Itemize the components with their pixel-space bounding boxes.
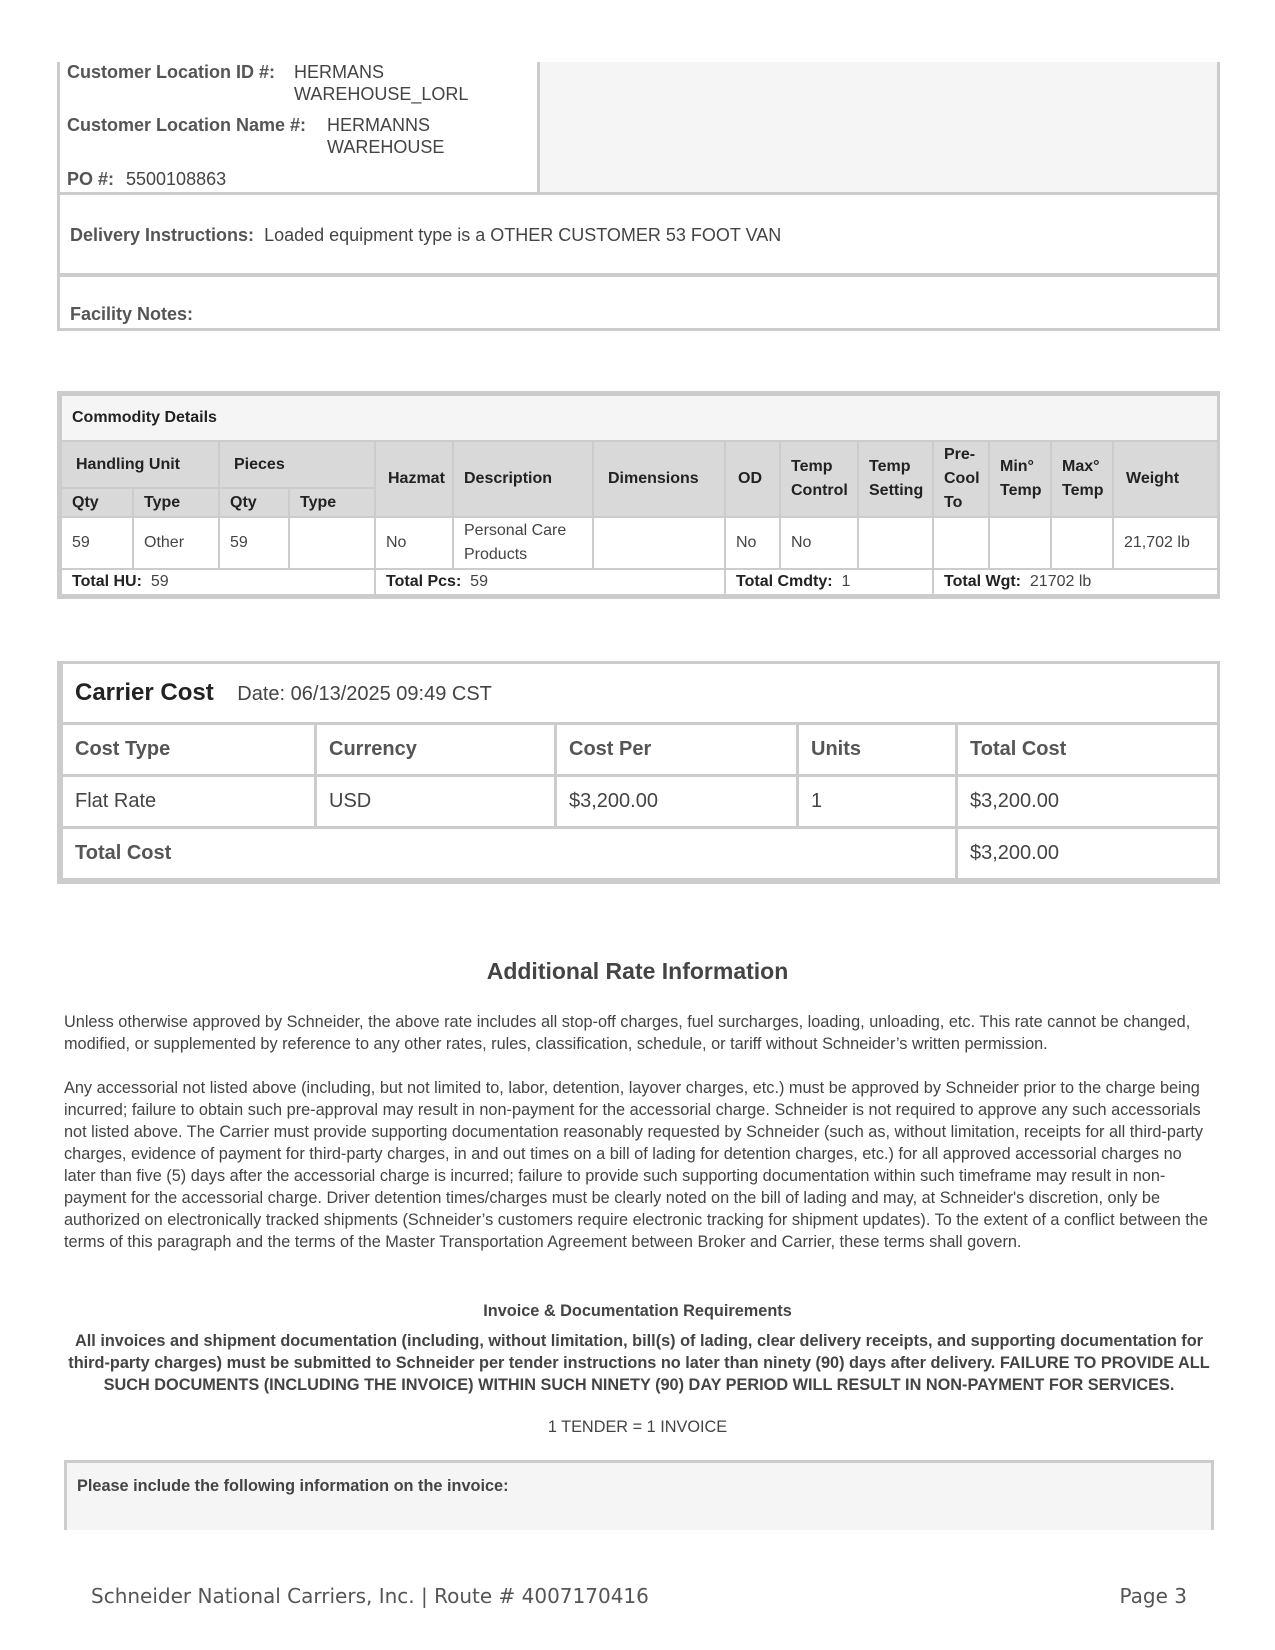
description-header: Description — [453, 441, 593, 517]
customer-location-name-label: Customer Location Name #: — [67, 115, 307, 135]
customer-location-id-value-1: HERMANS — [294, 62, 385, 82]
weight-header: Weight — [1113, 441, 1218, 517]
delivery-instructions-box — [57, 192, 1220, 276]
description-cell: Personal Care Products — [453, 517, 593, 569]
invoice-requirements-title: Invoice & Documentation Requirements — [483, 1302, 792, 1320]
temp-setting-header: Temp Setting — [858, 441, 933, 517]
total-wgt-value: 21702 lb — [1029, 573, 1092, 590]
total-cost-header: Total Cost — [957, 724, 1219, 776]
handling-unit-header: Handling Unit — [61, 441, 219, 488]
temp-control-header: Temp Control — [780, 441, 858, 517]
total-cost-label: Total Cost — [62, 828, 957, 880]
facility-notes-label: Facility Notes: — [70, 304, 194, 324]
invoice-include-label: Please include the following information on the invoice: — [77, 1477, 509, 1495]
commodity-header-row-1 — [61, 441, 1218, 488]
facility-notes — [70, 304, 193, 325]
od-cell: No — [725, 517, 780, 569]
total-cmdty — [725, 569, 933, 595]
od-header: OD — [725, 441, 780, 517]
cost-per-header: Cost Per — [556, 724, 798, 776]
commodity-title-row — [61, 395, 1218, 441]
commodity-details-table — [57, 391, 1220, 599]
total-cost-value: $3,200.00 — [957, 828, 1219, 880]
table-row — [62, 776, 1219, 828]
pc-type-header: Type — [289, 488, 375, 517]
hazmat-header: Hazmat — [375, 441, 453, 517]
pre-cool-header: Pre-Cool To — [933, 441, 989, 517]
carrier-cost-total-row — [62, 828, 1219, 880]
page-number: Page 3 — [1119, 1584, 1187, 1608]
carrier-cost-title: Carrier Cost — [75, 679, 214, 706]
hu-type-cell: Other — [133, 517, 219, 569]
invoice-requirements-body: All invoices and shipment documentation (including, without limitation, bill(s) of lading, clear delivery receipts, and supporting documentation for third-party charges) must be submitted to Schneider per tender instructions no later than ninety (90) days after delivery. FAILURE TO PROVIDE ALL SUCH DOCUMENTS (INCLUDING THE INVOICE) WITHIN SUCH NINETY (90) DAY PERIOD WILL RESULT IN NON-PAYMENT FOR SERVICES. — [68, 1332, 1210, 1394]
facility-notes-box — [57, 274, 1220, 331]
total-wgt-label: Total Wgt: — [944, 573, 1022, 590]
total-hu — [61, 569, 375, 595]
customer-location-id — [67, 61, 385, 83]
carrier-cost-title-row — [62, 664, 1219, 724]
total-hu-value: 59 — [150, 573, 169, 590]
additional-rate-title: Additional Rate Information — [486, 958, 789, 984]
hazmat-cell: No — [375, 517, 453, 569]
total-pcs-label: Total Pcs: — [386, 573, 462, 590]
hu-type-header: Type — [133, 488, 219, 517]
total-cost-cell: $3,200.00 — [957, 776, 1219, 828]
currency-cell: USD — [316, 776, 556, 828]
footer-route: Schneider National Carriers, Inc. | Route # 4007170416 — [91, 1584, 649, 1608]
carrier-cost-header-row — [62, 724, 1219, 776]
carrier-cost-date: Date: 06/13/2025 09:49 CST — [237, 683, 492, 705]
customer-location-id-label: Customer Location ID #: — [67, 62, 276, 82]
commodity-title: Commodity Details — [61, 395, 1218, 441]
pc-type-cell — [289, 517, 375, 569]
total-hu-label: Total HU: — [72, 573, 142, 590]
min-temp-header: Min° Temp — [989, 441, 1051, 517]
delivery-instructions-value: Loaded equipment type is a OTHER CUSTOMER 53 FOOT VAN — [264, 225, 782, 245]
currency-header: Currency — [316, 724, 556, 776]
customer-location-name-value-1: HERMANNS — [327, 115, 431, 135]
dimensions-header: Dimensions — [593, 441, 725, 517]
invoice-include-box — [64, 1460, 1214, 1530]
total-pcs — [375, 569, 725, 595]
hu-qty-cell: 59 — [61, 517, 133, 569]
table-row — [61, 517, 1218, 569]
temp-setting-cell — [858, 517, 933, 569]
pc-qty-header: Qty — [219, 488, 289, 517]
total-cmdty-label: Total Cmdty: — [736, 573, 833, 590]
location-side-panel — [540, 62, 1220, 192]
min-temp-cell — [989, 517, 1051, 569]
weight-cell: 21,702 lb — [1113, 517, 1218, 569]
max-temp-header: Max° Temp — [1051, 441, 1113, 517]
cost-type-cell: Flat Rate — [62, 776, 316, 828]
carrier-cost-table — [57, 661, 1220, 884]
cost-per-cell: $3,200.00 — [556, 776, 798, 828]
customer-location-name-value-2: WAREHOUSE — [327, 137, 445, 157]
temp-control-cell: No — [780, 517, 858, 569]
max-temp-cell — [1051, 517, 1113, 569]
cost-type-header: Cost Type — [62, 724, 316, 776]
po-number — [67, 168, 227, 190]
delivery-instructions — [70, 225, 781, 246]
units-cell: 1 — [798, 776, 957, 828]
total-wgt — [933, 569, 1218, 595]
pre-cool-cell — [933, 517, 989, 569]
commodity-totals-row — [61, 569, 1218, 595]
carrier-cost-heading — [62, 664, 1219, 724]
units-header: Units — [798, 724, 957, 776]
dimensions-cell — [593, 517, 725, 569]
rate-paragraph-1: Unless otherwise approved by Schneider, the above rate includes all stop-off charges, fuel surcharges, loading, unloading, etc. This rate cannot be changed, modified, or supplemented by reference to any other rates, rules, classification, schedule, or tariff without Schneider’s written permission. — [64, 1013, 1191, 1053]
po-number-label: PO #: — [67, 169, 115, 189]
customer-location-id-value-2: WAREHOUSE_LORL — [294, 84, 469, 104]
pieces-header: Pieces — [219, 441, 375, 488]
total-pcs-value: 59 — [470, 573, 488, 590]
delivery-instructions-label: Delivery Instructions: — [70, 225, 255, 245]
po-number-value: 5500108863 — [126, 169, 227, 189]
tender-note: 1 TENDER = 1 INVOICE — [547, 1418, 728, 1436]
total-cmdty-value: 1 — [841, 573, 851, 590]
customer-location-name — [67, 114, 431, 136]
rate-paragraph-2: Any accessorial not listed above (including, but not limited to, labor, detention, layover charges, etc.) must be approved by Schneider prior to the charge being incurred; failure to obtain such pre-approval may result in non-payment for the accessorial charge. Schneider is not required to approve any such accessorials not listed above. The Carrier must provide supporting documentation reasonably requested by Schneider (such as, without limitation, receipts for all third-party charges, evidence of payment for third-party charges, in and out times on a bill of lading for detention charges, etc.) for all approved accessorial charges no later than five (5) days after the accessorial charge is incurred; failure to provide such supporting documentation within such timeframe may result in non-payment for the accessorial charge. Driver detention times/charges must be clearly noted on the bill of lading and may, at Schneider's discretion, only be authorized on electronically tracked shipments (Schneider’s customers require electronic tracking for shipment updates). To the extent of a conflict between the terms of this paragraph and the terms of the Master Transportation Agreement between Broker and Carrier, these terms shall govern. — [64, 1079, 1208, 1251]
hu-qty-header: Qty — [61, 488, 133, 517]
pc-qty-cell: 59 — [219, 517, 289, 569]
